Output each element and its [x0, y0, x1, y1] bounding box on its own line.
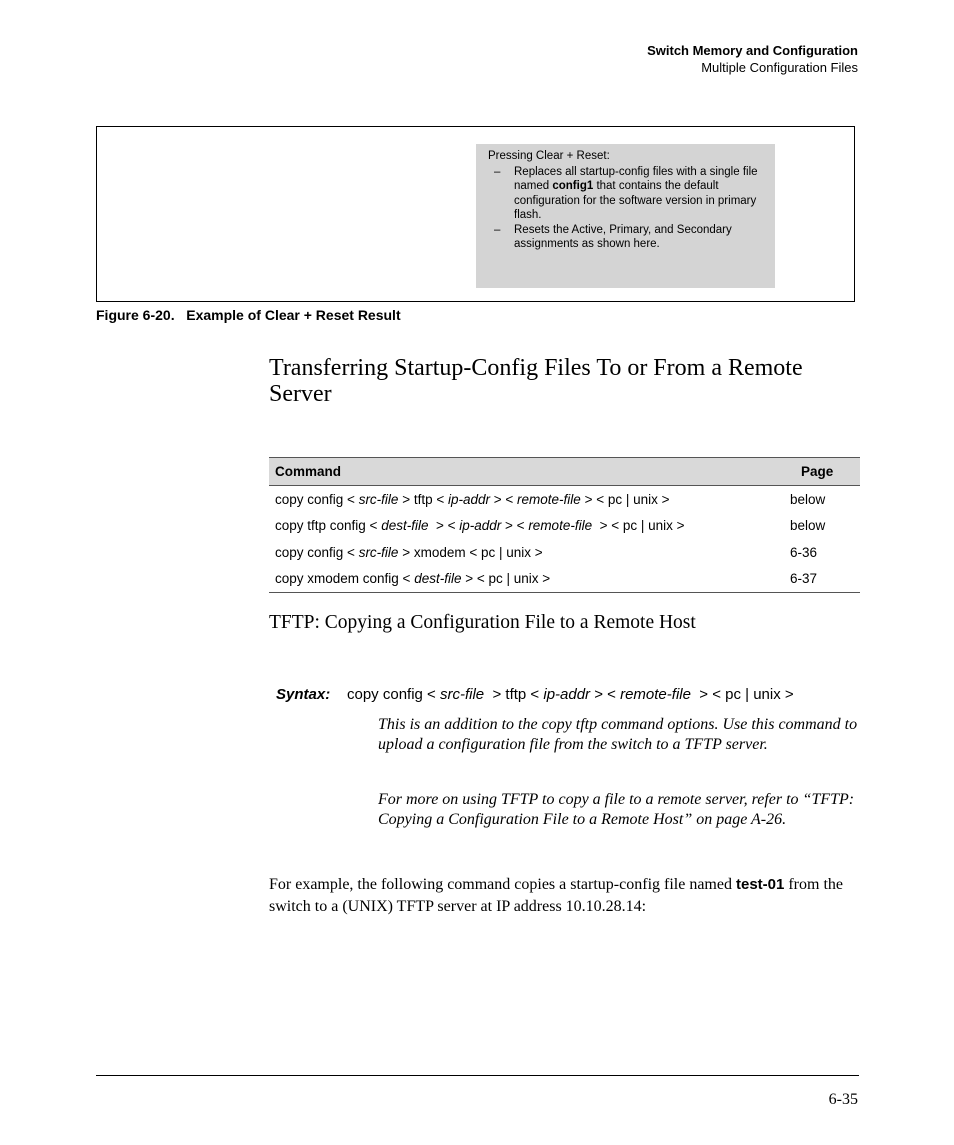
filename-bold: test-01 [735, 876, 785, 893]
command-table [269, 457, 860, 593]
page-number: 6-35 [828, 1091, 858, 1108]
command-table-header [269, 458, 860, 486]
page-cell: 6-36 [790, 544, 818, 560]
running-header-chapter: Switch Memory and Configuration [647, 43, 858, 58]
command-cell: copy xmodem config < dest-file > < pc | unix > [269, 566, 782, 593]
section-heading: Transferring Startup-Config Files To or From a Remote Server [269, 355, 803, 407]
paragraph-text: For example, the following command copies a startup-config file named [269, 876, 736, 893]
callout-dash: – [494, 223, 501, 236]
example-paragraph [269, 874, 861, 918]
page-cell: below [790, 518, 826, 534]
callout-dash: – [494, 165, 501, 178]
syntax-label: Syntax: [276, 686, 331, 703]
table-row [269, 539, 860, 566]
callout-text: Replaces all startup-config files with a single file named [514, 165, 758, 192]
callout-item [488, 165, 767, 223]
syntax-text: copy config < [347, 686, 440, 703]
command-cell: copy config < src-file > tftp < ip-addr > < remote-file > < pc | unix > [275, 491, 670, 507]
table-row [269, 566, 860, 593]
syntax-description-reference: For more on using TFTP to copy a file to a remote server, refer to “TFTP: Copying a Configuration File to a Remote Host” on page A-26. [378, 791, 855, 828]
running-header [647, 42, 858, 76]
syntax-line [276, 686, 794, 703]
callout-bold: config1 [552, 180, 594, 192]
syntax-param: src-file [439, 686, 485, 703]
page-cell: below [790, 491, 826, 507]
page-cell: 6-37 [782, 566, 860, 593]
syntax-text: > < pc | unix > [690, 686, 794, 703]
callout-list [488, 165, 767, 252]
figure-caption: Figure 6-20. Example of Clear + Reset Result [96, 307, 401, 323]
callout-text: Resets the Active, Primary, and Secondary assignments as shown here. [514, 223, 732, 250]
syntax-param: remote-file [620, 686, 691, 703]
syntax-text: > tftp < [484, 686, 544, 703]
syntax-param: ip-addr [543, 686, 591, 703]
command-cell: copy config < src-file > xmodem < pc | unix > [275, 544, 543, 560]
figure-frame [96, 126, 855, 302]
subsection-heading: TFTP: Copying a Configuration File to a Remote Host [269, 612, 696, 633]
command-cell: copy tftp config < dest-file > < ip-addr > < remote-file > < pc | unix > [275, 518, 685, 534]
callout-text: that contains the default configuration for the software version in primary flash. [514, 180, 757, 221]
header-command: Command [269, 458, 782, 486]
syntax-text: > < [590, 686, 621, 703]
footer-rule [96, 1075, 859, 1076]
syntax-description: This is an addition to the copy tftp command options. Use this command to upload a configuration file from the switch to a TFTP server. [378, 716, 858, 753]
paragraph-text: from the switch to a (UNIX) TFTP server at IP address 10.10.28.14: [269, 876, 843, 915]
callout-title: Pressing Clear + Reset: [488, 150, 610, 162]
callout-item [488, 223, 767, 252]
figure-callout [476, 144, 775, 288]
table-row [269, 513, 860, 540]
header-page: Page [782, 458, 860, 486]
running-header-section: Multiple Configuration Files [701, 60, 858, 75]
table-row [269, 486, 860, 513]
